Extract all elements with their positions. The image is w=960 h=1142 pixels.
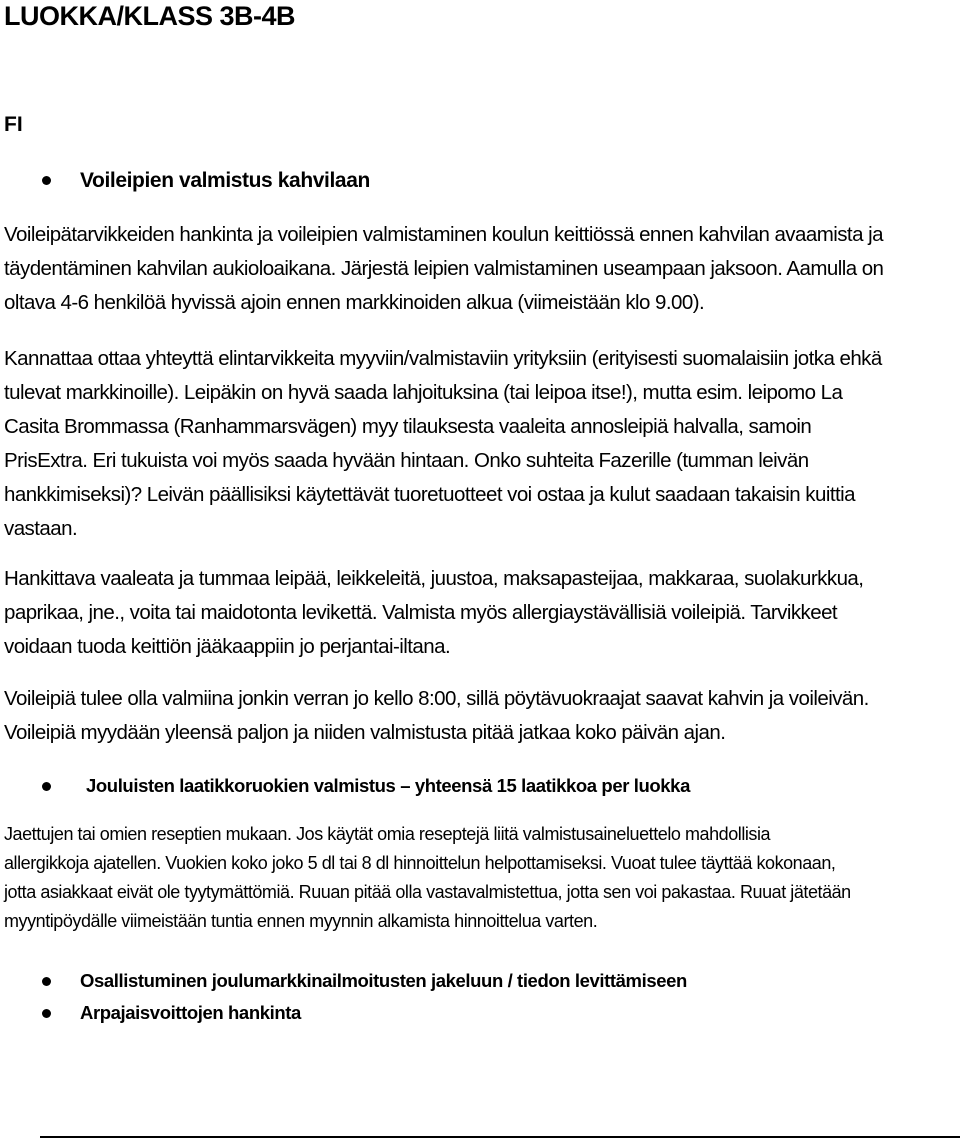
paragraph-line: hankkimiseksi)? Leivän päällisiksi käytettävät tuoretuotteet voi ostaa ja kulut saadaan takaisin kuittia [4,483,855,506]
paragraph-sandwich-prep [4,218,956,320]
section-heading-text: Voileipien valmistus kahvilaan [80,169,370,192]
paragraph-line: vastaan. [4,517,78,540]
section-heading-separator: – [395,775,415,796]
bullet-item-text: Arpajaisvoittojen hankinta [80,1002,301,1023]
paragraph-ingredients [4,562,956,664]
paragraph-line: Voileipätarvikkeiden hankinta ja voileipien valmistaminen koulun keittiössä ennen kahvilan avaamista ja [4,223,883,246]
paragraph-line: Jaettujen tai omien reseptien mukaan. Jos käytät omia reseptejä liitä valmistusaineluettelo mahdollisia [4,824,771,844]
paragraph-line: Voileipiä myydään yleensä paljon ja niiden valmistusta pitää jatkaa koko päivän ajan. [4,721,726,744]
paragraph-line: voidaan tuoda keittiön jääkaappiin jo perjantai-iltana. [4,635,451,658]
bullet-icon [42,782,51,791]
paragraph-line: allergikkoja ajatellen. Vuokien koko joko 5 dl tai 8 dl hinnoittelun helpottamiseksi. Vuoat tulee täyttää kokonaan, [4,853,836,873]
paragraph-line: tulevat markkinoille). Leipäkin on hyvä saada lahjoituksina (tai leipoa itse!), mutta esim. leipomo La [4,381,843,404]
section-heading-text [86,772,690,800]
paragraph-line: oltava 4-6 henkilöä hyvissä ajoin ennen markkinoiden alkua (viimeistään klo 9.00). [4,291,705,314]
paragraph-line: PrisExtra. Eri tukuista voi myös saada hyvään hintaan. Onko suhteita Fazerille (tumman leivän [4,449,809,472]
section-heading-part2: yhteensä 15 laatikkoa per luokka [414,775,690,796]
paragraph-sponsors [4,342,956,546]
bullet-icon [42,977,51,986]
bullet-icon [42,1009,51,1018]
paragraph-line: paprikaa, jne., voita tai maidotonta levikettä. Valmista myös allergiaystävällisiä voileipiä. Tarvikkeet [4,601,838,624]
paragraph-line: Voileipiä tulee olla valmiina jonkin verran jo kello 8:00, sillä pöytävuokraajat saavat kahvin ja voileivän. [4,687,869,710]
bullet-icon [42,176,51,185]
bullet-item-text: Osallistuminen joulumarkkinailmoitusten jakeluun / tiedon levittämiseen [80,970,687,991]
paragraph-line: Casita Brommassa (Ranhammarsvägen) myy tilauksesta vaaleita annosleipiä halvalla, samoin [4,415,812,438]
paragraph-casseroles [4,820,956,936]
bottom-divider [40,1136,960,1138]
paragraph-line: Kannattaa ottaa yhteyttä elintarvikkeita myyviin/valmistaviin yrityksiin (erityisesti suomalaisiin jotka ehkä [4,347,882,370]
paragraph-line: täydentäminen kahvilan aukioloaikana. Järjestä leipien valmistaminen useampaan jaksoon. Aamulla on [4,257,884,280]
paragraph-line: myyntipöydälle viimeistään tuntia ennen myynnin alkamista hinnoittelua varten. [4,911,598,931]
language-label: FI [4,113,23,136]
paragraph-line: Hankittava vaaleata ja tummaa leipää, leikkeleitä, juustoa, maksapasteijaa, makkaraa, suolakurkkua, [4,567,864,590]
section-heading-part1: Jouluisten laatikkoruokien valmistus [86,775,396,796]
document-title: LUOKKA/KLASS 3B-4B [4,1,296,31]
paragraph-line: jotta asiakkaat eivät ole tyytymättömiä. Ruuan pitää olla vastavalmistettua, jotta sen voi pakastaa. Ruuat jätetään [4,882,851,902]
paragraph-timing [4,682,956,750]
